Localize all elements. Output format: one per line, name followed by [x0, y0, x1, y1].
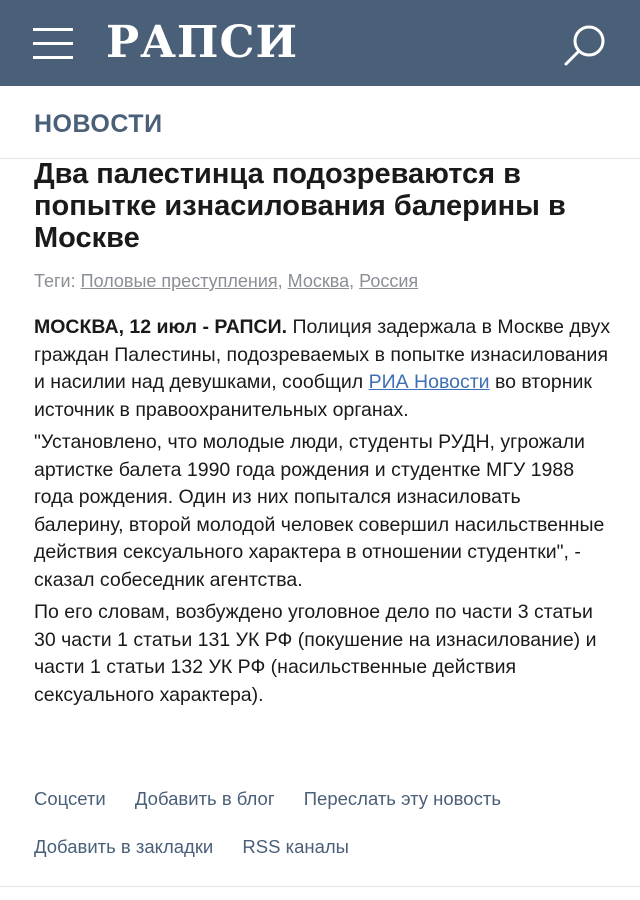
share-actions-row-1 — [34, 788, 525, 810]
article-paragraph-1 — [34, 314, 614, 424]
share-actions-row-2 — [34, 836, 373, 858]
article-headline: Два палестинца подозреваются в попытке изнасилования балерины в Москве — [34, 158, 566, 254]
tag-link-moscow[interactable]: Москва — [287, 271, 350, 291]
add-to-blog-button[interactable]: Добавить в блог — [134, 788, 275, 809]
article-paragraph-2: "Установлено, что молодые люди, студенты РУДН, угрожали артистке балета 1990 года рождения и студентке МГУ 1988 года рождения. Один из них попытался изнасиловать балерину, второй молодой человек совершил насильственные действия сексуального характера в отношении студентки", - сказал собеседник агентства. — [34, 431, 605, 591]
tag-link-russia[interactable]: Россия — [359, 271, 419, 291]
bottom-divider — [0, 886, 640, 887]
rss-button[interactable]: RSS каналы — [242, 836, 349, 857]
paragraph-1-text: Полиция задержала в Москве двух граждан Палестины, подозреваемых в попытке изнасилования и насилии над девушками, сообщил — [34, 316, 611, 393]
tags-line: Теги: Половые преступления, Москва, Россия — [34, 271, 419, 291]
site-logo[interactable]: РАПСИ — [106, 17, 299, 68]
add-bookmark-button[interactable]: Добавить в закладки — [34, 836, 214, 857]
search-icon[interactable] — [560, 22, 610, 68]
social-button[interactable]: Соцсети — [34, 788, 106, 809]
tag-link-sex-crimes[interactable]: Половые преступления — [80, 271, 278, 291]
paragraph-1-tail: во вторник источник в правоохранительных органах. — [34, 371, 592, 421]
forward-news-button[interactable]: Переслать эту новость — [303, 788, 501, 809]
article-paragraph-3: По его словам, возбуждено уголовное дело по части 3 статьи 30 части 1 статьи 131 УК РФ (покушение на изнасилование) и части 1 статьи 132 УК РФ (насильственные действия сексуального характера). — [34, 601, 597, 706]
article-dateline: МОСКВА, 12 июл - РАПСИ. — [34, 316, 288, 338]
hamburger-icon[interactable] — [33, 26, 73, 60]
tags-label: Теги: — [34, 271, 76, 291]
section-title[interactable]: НОВОСТИ — [34, 110, 163, 138]
article-body — [34, 314, 614, 714]
ria-novosti-link[interactable]: РИА Новости — [368, 371, 490, 393]
top-bar — [0, 0, 640, 86]
